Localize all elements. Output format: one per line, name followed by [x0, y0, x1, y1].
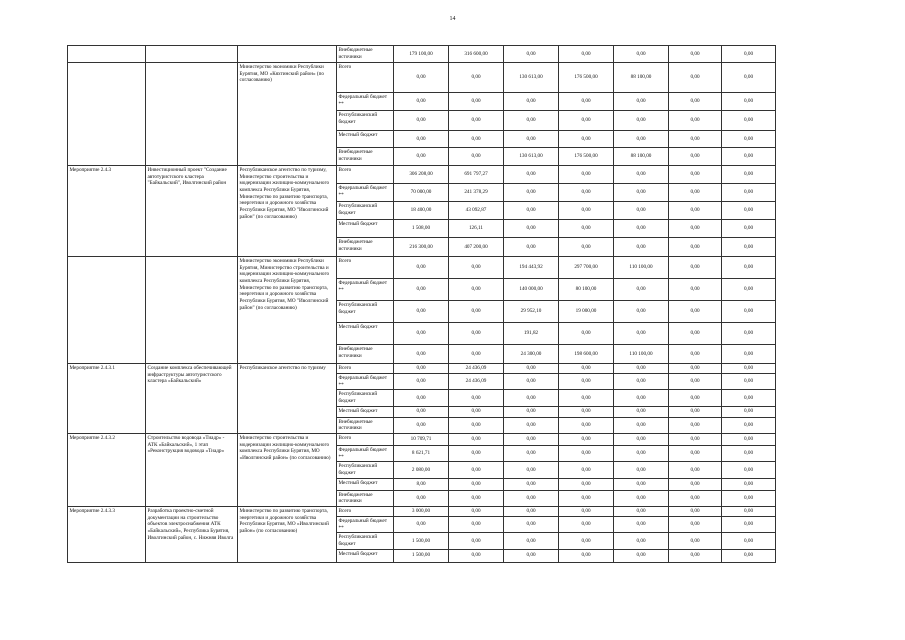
amount-cell: 0,00 — [722, 516, 776, 532]
amount-cell: 29 952,10 — [504, 301, 559, 323]
funding-source-cell: Федеральный бюджет ** — [337, 184, 394, 202]
funding-source-cell: Местный бюджет — [337, 478, 394, 490]
amount-cell: 0,00 — [614, 93, 669, 111]
amount-cell: 0,00 — [559, 433, 614, 445]
amount-cell: 0,00 — [449, 148, 504, 166]
amount-cell: 0,00 — [669, 445, 722, 461]
amount-cell: 0,00 — [504, 490, 559, 506]
amount-cell: 0,00 — [669, 478, 722, 490]
amount-cell: 0,00 — [449, 433, 504, 445]
amount-cell: 0,00 — [449, 279, 504, 301]
amount-cell: 176 500,00 — [559, 148, 614, 166]
amount-cell: 0,00 — [559, 46, 614, 63]
amount-cell: 0,00 — [614, 445, 669, 461]
measure-cell: Мероприятие 2.4.3.1 — [68, 364, 146, 434]
measure-name-cell: Разработка проектно-сметной документации на строительство объектов электроснабжения АТК «Байкальский», Республика Бурятия, Иволгинский район, с. Нижняя Иволга — [146, 506, 238, 562]
amount-cell: 70 000,00 — [394, 184, 449, 202]
amount-cell: 0,00 — [559, 374, 614, 390]
amount-cell: 0,00 — [394, 111, 449, 131]
amount-cell: 130 613,00 — [504, 63, 559, 93]
amount-cell: 2 080,00 — [394, 462, 449, 478]
budget-table — [67, 45, 776, 563]
amount-cell: 0,00 — [449, 323, 504, 345]
amount-cell: 198 600,00 — [559, 345, 614, 364]
funding-source-cell: Федеральный бюджет ** — [337, 445, 394, 461]
funding-source-cell: Республиканский бюджет — [337, 301, 394, 323]
amount-cell: 0,00 — [504, 93, 559, 111]
executor-cell: Республиканское агентство по туризму — [238, 364, 337, 434]
amount-cell: 0,00 — [504, 478, 559, 490]
amount-cell: 216 300,00 — [394, 238, 449, 257]
amount-cell: 0,00 — [449, 549, 504, 562]
measure-name-cell — [146, 257, 238, 364]
measure-cell: Мероприятие 2.4.3.2 — [68, 433, 146, 506]
amount-cell: 0,00 — [722, 148, 776, 166]
amount-cell: 0,00 — [449, 445, 504, 461]
funding-source-cell: Всего — [337, 364, 394, 374]
amount-cell: 0,00 — [559, 516, 614, 532]
amount-cell: 0,00 — [559, 220, 614, 238]
amount-cell: 0,00 — [559, 478, 614, 490]
amount-cell: 0,00 — [722, 549, 776, 562]
amount-cell: 0,00 — [614, 184, 669, 202]
executor-cell: Министерство по развитию транспорта, энергетики и дорожного хозяйства Республики Бурятия, МО «Иволгинский район» (по согласованию) — [238, 506, 337, 562]
amount-cell: 0,00 — [449, 516, 504, 532]
amount-cell: 0,00 — [394, 279, 449, 301]
amount-cell: 0,00 — [722, 374, 776, 390]
amount-cell: 19 000,00 — [559, 301, 614, 323]
funding-source-cell: Местный бюджет — [337, 131, 394, 148]
amount-cell: 0,00 — [394, 131, 449, 148]
amount-cell: 0,00 — [559, 323, 614, 345]
amount-cell: 0,00 — [669, 93, 722, 111]
amount-cell: 0,00 — [614, 202, 669, 220]
measure-cell: Мероприятие 2.4.3.3 — [68, 506, 146, 562]
funding-source-cell: Всего — [337, 63, 394, 93]
amount-cell: 0,00 — [722, 490, 776, 506]
measure-cell — [68, 63, 146, 166]
amount-cell: 0,00 — [669, 390, 722, 406]
amount-cell: 0,00 — [722, 433, 776, 445]
amount-cell: 24 436,09 — [449, 374, 504, 390]
measure-name-cell: Строительство водовода «Тиадр» - АТК «Байкальский», 1 этап «Реконструкция водовода «Тиадр» — [146, 433, 238, 506]
amount-cell: 0,00 — [559, 184, 614, 202]
funding-source-cell: Местный бюджет — [337, 406, 394, 417]
amount-cell: 241 378,29 — [449, 184, 504, 202]
amount-cell: 0,00 — [669, 490, 722, 506]
amount-cell: 0,00 — [614, 549, 669, 562]
table-row — [68, 364, 776, 374]
amount-cell: 126,11 — [449, 220, 504, 238]
amount-cell: 1 500,00 — [394, 549, 449, 562]
amount-cell: 0,00 — [504, 131, 559, 148]
funding-source-cell: Всего — [337, 506, 394, 516]
amount-cell: 0,00 — [504, 406, 559, 417]
amount-cell: 0,00 — [669, 111, 722, 131]
table-row — [68, 433, 776, 445]
amount-cell: 0,00 — [504, 364, 559, 374]
amount-cell: 0,00 — [722, 238, 776, 257]
amount-cell: 0,00 — [614, 131, 669, 148]
amount-cell: 0,00 — [559, 131, 614, 148]
amount-cell: 0,00 — [449, 131, 504, 148]
amount-cell: 140 000,00 — [504, 279, 559, 301]
amount-cell: 88 100,00 — [614, 63, 669, 93]
measure-name-cell — [146, 46, 238, 63]
amount-cell: 0,00 — [669, 549, 722, 562]
amount-cell: 0,00 — [559, 417, 614, 433]
amount-cell: 0,00 — [722, 184, 776, 202]
funding-source-cell: Федеральный бюджет ** — [337, 279, 394, 301]
amount-cell: 0,00 — [722, 478, 776, 490]
amount-cell: 0,00 — [449, 63, 504, 93]
amount-cell: 0,00 — [449, 462, 504, 478]
amount-cell: 0,00 — [504, 166, 559, 184]
amount-cell: 297 700,00 — [559, 257, 614, 279]
amount-cell: 0,00 — [504, 374, 559, 390]
funding-source-cell: Местный бюджет — [337, 323, 394, 345]
amount-cell: 1 508,00 — [394, 220, 449, 238]
amount-cell: 0,00 — [614, 417, 669, 433]
amount-cell: 0,00 — [614, 462, 669, 478]
amount-cell: 0,00 — [669, 238, 722, 257]
amount-cell: 0,00 — [722, 93, 776, 111]
amount-cell: 0,00 — [504, 462, 559, 478]
amount-cell: 176 500,00 — [559, 63, 614, 93]
amount-cell: 0,00 — [669, 533, 722, 549]
amount-cell: 0,00 — [669, 417, 722, 433]
amount-cell: 0,00 — [504, 516, 559, 532]
amount-cell: 110 100,00 — [614, 345, 669, 364]
amount-cell: 0,00 — [669, 406, 722, 417]
amount-cell: 0,00 — [559, 549, 614, 562]
funding-source-cell: Внебюджетные источники — [337, 148, 394, 166]
amount-cell: 0,00 — [614, 364, 669, 374]
amount-cell: 0,00 — [614, 490, 669, 506]
amount-cell: 0,00 — [722, 506, 776, 516]
executor-cell: Республиканское агентство по туризму, Министерство строительства и модернизации жилищно-коммунального комплекса Республики Бурятия, Министерство по развитию транспорта, энергетики и дорожного хозяйства Республики Бурятия, МО "Иволгинский район" (по согласованию) — [238, 166, 337, 257]
amount-cell: 407 200,00 — [449, 238, 504, 257]
amount-cell: 0,00 — [394, 516, 449, 532]
amount-cell: 0,00 — [449, 406, 504, 417]
amount-cell: 0,00 — [722, 166, 776, 184]
executor-cell: Министерство экономики Республики Бурятия, МО «Кяхтинский район» (по согласованию) — [238, 63, 337, 166]
amount-cell: 1 500,00 — [394, 533, 449, 549]
funding-source-cell: Республиканский бюджет — [337, 202, 394, 220]
funding-source-cell: Федеральный бюджет ** — [337, 93, 394, 111]
amount-cell: 0,00 — [614, 220, 669, 238]
amount-cell: 0,00 — [614, 166, 669, 184]
amount-cell: 0,00 — [722, 533, 776, 549]
amount-cell: 0,00 — [504, 533, 559, 549]
funding-source-cell: Федеральный бюджет ** — [337, 374, 394, 390]
amount-cell: 0,00 — [669, 46, 722, 63]
amount-cell: 0,00 — [504, 46, 559, 63]
amount-cell: 0,00 — [394, 490, 449, 506]
funding-source-cell: Внебюджетные источники — [337, 417, 394, 433]
amount-cell: 8,00 — [394, 478, 449, 490]
amount-cell: 0,00 — [614, 301, 669, 323]
budget-table-body — [68, 46, 776, 563]
amount-cell: 194 443,92 — [504, 257, 559, 279]
amount-cell: 3 000,00 — [394, 506, 449, 516]
measure-cell — [68, 46, 146, 63]
amount-cell: 0,00 — [449, 93, 504, 111]
amount-cell: 0,00 — [614, 374, 669, 390]
amount-cell: 0,00 — [504, 445, 559, 461]
amount-cell: 0,00 — [504, 417, 559, 433]
amount-cell: 0,00 — [722, 63, 776, 93]
amount-cell: 0,00 — [449, 111, 504, 131]
amount-cell: 0,00 — [722, 323, 776, 345]
executor-cell: Министерство экономики Республики Бурятия, Министерство строительства и модернизации жилищно-коммунального комплекса Республики Бурятия, Министерство по развитию транспорта, энергетики и дорожного хозяйства Республики Бурятия, МО "Иволгинский район" (по согласованию) — [238, 257, 337, 364]
amount-cell: 0,00 — [559, 364, 614, 374]
amount-cell: 18 400,00 — [394, 202, 449, 220]
amount-cell: 0,00 — [504, 238, 559, 257]
amount-cell: 0,00 — [669, 374, 722, 390]
funding-source-cell: Всего — [337, 433, 394, 445]
funding-source-cell: Всего — [337, 166, 394, 184]
amount-cell: 0,00 — [559, 390, 614, 406]
amount-cell: 0,00 — [559, 166, 614, 184]
funding-source-cell: Внебюджетные источники — [337, 46, 394, 63]
amount-cell: 0,00 — [559, 111, 614, 131]
amount-cell: 0,00 — [504, 111, 559, 131]
amount-cell: 191,82 — [504, 323, 559, 345]
measure-cell: Мероприятие 2.4.3 — [68, 166, 146, 257]
amount-cell: 0,00 — [669, 364, 722, 374]
amount-cell: 130 613,00 — [504, 148, 559, 166]
amount-cell: 0,00 — [394, 257, 449, 279]
amount-cell: 0,00 — [614, 46, 669, 63]
amount-cell: 0,00 — [449, 417, 504, 433]
amount-cell: 0,00 — [669, 279, 722, 301]
amount-cell: 0,00 — [614, 406, 669, 417]
amount-cell: 0,00 — [449, 533, 504, 549]
amount-cell: 0,00 — [614, 433, 669, 445]
funding-source-cell: Местный бюджет — [337, 549, 394, 562]
amount-cell: 0,00 — [394, 93, 449, 111]
amount-cell: 0,00 — [669, 63, 722, 93]
amount-cell: 0,00 — [394, 417, 449, 433]
amount-cell: 10 709,71 — [394, 433, 449, 445]
amount-cell: 0,00 — [669, 131, 722, 148]
amount-cell: 0,00 — [394, 364, 449, 374]
amount-cell: 0,00 — [449, 478, 504, 490]
amount-cell: 0,00 — [559, 445, 614, 461]
amount-cell: 0,00 — [449, 490, 504, 506]
amount-cell: 179 100,00 — [394, 46, 449, 63]
amount-cell: 0,00 — [614, 516, 669, 532]
amount-cell: 0,00 — [614, 238, 669, 257]
amount-cell: 0,00 — [722, 111, 776, 131]
funding-source-cell: Внебюджетные источники — [337, 345, 394, 364]
amount-cell: 0,00 — [394, 301, 449, 323]
amount-cell: 0,00 — [722, 364, 776, 374]
amount-cell: 0,00 — [614, 111, 669, 131]
table-row — [68, 63, 776, 93]
amount-cell: 0,00 — [722, 202, 776, 220]
amount-cell: 0,00 — [669, 345, 722, 364]
amount-cell: 0,00 — [722, 257, 776, 279]
amount-cell: 0,00 — [559, 462, 614, 478]
amount-cell: 0,00 — [504, 202, 559, 220]
amount-cell: 0,00 — [449, 506, 504, 516]
executor-cell — [238, 46, 337, 63]
amount-cell: 0,00 — [722, 417, 776, 433]
amount-cell: 24 436,09 — [449, 364, 504, 374]
amount-cell: 0,00 — [669, 220, 722, 238]
amount-cell: 0,00 — [449, 390, 504, 406]
amount-cell: 0,00 — [669, 257, 722, 279]
funding-source-cell: Республиканский бюджет — [337, 462, 394, 478]
amount-cell: 0,00 — [614, 506, 669, 516]
amount-cell: 0,00 — [559, 238, 614, 257]
amount-cell: 0,00 — [614, 478, 669, 490]
amount-cell: 0,00 — [559, 506, 614, 516]
amount-cell: 0,00 — [669, 323, 722, 345]
amount-cell: 0,00 — [614, 323, 669, 345]
amount-cell: 0,00 — [722, 46, 776, 63]
measure-cell — [68, 257, 146, 364]
amount-cell: 88 100,00 — [614, 148, 669, 166]
amount-cell: 0,00 — [559, 490, 614, 506]
amount-cell: 0,00 — [504, 184, 559, 202]
funding-source-cell: Республиканский бюджет — [337, 390, 394, 406]
amount-cell: 24 300,00 — [504, 345, 559, 364]
amount-cell: 0,00 — [504, 390, 559, 406]
amount-cell: 0,00 — [614, 279, 669, 301]
amount-cell: 0,00 — [722, 406, 776, 417]
amount-cell: 0,00 — [394, 374, 449, 390]
amount-cell: 0,00 — [559, 533, 614, 549]
amount-cell: 0,00 — [722, 131, 776, 148]
amount-cell: 0,00 — [669, 462, 722, 478]
amount-cell: 8 621,71 — [394, 445, 449, 461]
funding-source-cell: Федеральный бюджет ** — [337, 516, 394, 532]
table-row — [68, 166, 776, 184]
amount-cell: 0,00 — [394, 323, 449, 345]
amount-cell: 0,00 — [722, 220, 776, 238]
amount-cell: 0,00 — [669, 202, 722, 220]
table-row — [68, 46, 776, 63]
table-row — [68, 506, 776, 516]
amount-cell: 0,00 — [722, 345, 776, 364]
measure-name-cell — [146, 63, 238, 166]
amount-cell: 0,00 — [394, 63, 449, 93]
amount-cell: 0,00 — [722, 279, 776, 301]
amount-cell: 0,00 — [722, 445, 776, 461]
amount-cell: 0,00 — [394, 406, 449, 417]
funding-source-cell: Всего — [337, 257, 394, 279]
amount-cell: 0,00 — [669, 516, 722, 532]
amount-cell: 0,00 — [559, 406, 614, 417]
amount-cell: 110 100,00 — [614, 257, 669, 279]
amount-cell: 0,00 — [614, 533, 669, 549]
amount-cell: 0,00 — [669, 506, 722, 516]
amount-cell: 0,00 — [559, 93, 614, 111]
amount-cell: 0,00 — [449, 301, 504, 323]
funding-source-cell: Внебюджетные источники — [337, 238, 394, 257]
amount-cell: 0,00 — [669, 184, 722, 202]
amount-cell: 0,00 — [669, 166, 722, 184]
amount-cell: 0,00 — [504, 506, 559, 516]
funding-source-cell: Республиканский бюджет — [337, 111, 394, 131]
measure-name-cell: Создание комплекса обеспечивающей инфраструктуры автотуристского кластера «Байкальский» — [146, 364, 238, 434]
funding-source-cell: Республиканский бюджет — [337, 533, 394, 549]
funding-source-cell: Внебюджетные источники — [337, 490, 394, 506]
amount-cell: 0,00 — [722, 390, 776, 406]
executor-cell: Министерство строительства и модернизации жилищно-коммунального комплекса Республики Бурятия, МО «Иволгинский район» (по согласованию) — [238, 433, 337, 506]
page-number: 14 — [449, 16, 456, 22]
amount-cell: 0,00 — [449, 257, 504, 279]
funding-source-cell: Местный бюджет — [337, 220, 394, 238]
amount-cell: 0,00 — [394, 345, 449, 364]
amount-cell: 306 208,00 — [394, 166, 449, 184]
amount-cell: 0,00 — [669, 301, 722, 323]
amount-cell: 80 100,00 — [559, 279, 614, 301]
amount-cell: 0,00 — [559, 202, 614, 220]
amount-cell: 0,00 — [504, 220, 559, 238]
amount-cell: 0,00 — [722, 462, 776, 478]
amount-cell: 0,00 — [394, 390, 449, 406]
amount-cell: 0,00 — [614, 390, 669, 406]
table-row — [68, 257, 776, 279]
amount-cell: 0,00 — [504, 549, 559, 562]
amount-cell: 316 600,00 — [449, 46, 504, 63]
amount-cell: 0,00 — [394, 148, 449, 166]
amount-cell: 0,00 — [669, 433, 722, 445]
amount-cell: 0,00 — [722, 301, 776, 323]
amount-cell: 43 092,87 — [449, 202, 504, 220]
amount-cell: 0,00 — [449, 345, 504, 364]
amount-cell: 0,00 — [669, 148, 722, 166]
amount-cell: 691 797,27 — [449, 166, 504, 184]
measure-name-cell: Инвестиционный проект "Создание автотуристского кластера "Байкальский", Иволгинский район — [146, 166, 238, 257]
amount-cell: 0,00 — [504, 433, 559, 445]
